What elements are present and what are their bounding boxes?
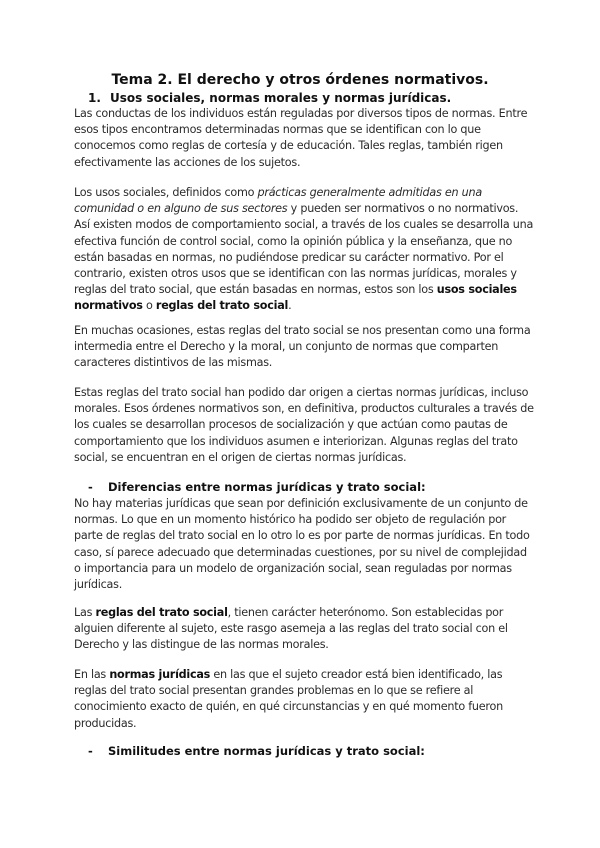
paragraph-2 [74, 185, 534, 315]
paragraph-1: Las conductas de los individuos están reguladas por diversos tipos de normas. Entre esos tipos encontramos determinadas normas que se identifican con lo que conocemos como reglas de cortesía y de educación. Tales reglas, también rigen efectivamente las acciones de los sujetos. [74, 107, 528, 169]
paragraph-7 [74, 667, 534, 732]
paragraph-7-text-2: en las que el sujeto creador está bien identificado, las reglas del trato social presentan grandes problemas en lo que se refiere al conocimiento exacto de quién, en qué circunstancias y en qué momento fueron producidas. [74, 668, 503, 730]
paragraph-2-text-1: Los usos sociales, definidos como [74, 186, 258, 199]
paragraph-2-bold-1: usos sociales normativos [74, 283, 517, 313]
subheading-similarities [88, 744, 425, 758]
paragraph-7-bold: normas jurídicas [109, 668, 211, 681]
paragraph-7-text-1: En las [74, 668, 110, 681]
paragraph-6-text-2: , tienen carácter heterónomo. Son establecidas por alguien diferente al sujeto, este rasgo asemeja a las reglas del trato social con el Derecho y las distingue de las normas morales. [74, 606, 508, 652]
paragraph-6-bold: reglas del trato social [95, 606, 228, 619]
paragraph-2-text-3: o [142, 299, 156, 313]
subheading-similarities-text: Similitudes entre normas jurídicas y trato social: [108, 744, 425, 758]
section-number: 1. [88, 91, 101, 105]
paragraph-4: Estas reglas del trato social han podido dar origen a ciertas normas jurídicas, incluso morales. Esos órdenes normativos son, en definitiva, productos culturales a través de los cuales se desarrollan procesos de socialización y que actúan como pautas de comportamiento que los individuos asumen e interiorizan. Algunas reglas del trato social, se encuentran en el origen de ciertas normas jurídicas. [74, 386, 534, 464]
paragraph-3: En muchas ocasiones, estas reglas del trato social se nos presentan como una forma intermedia entre el Derecho y la moral, un conjunto de normas que comparten caracteres distintivos de las mismas. [74, 324, 531, 370]
paragraph-5: No hay materias jurídicas que sean por definición exclusivamente de un conjunto de normas. Lo que en un momento histórico ha podido ser objeto de regulación por parte de reglas del trato social en lo otro lo es por parte de normas jurídicas. En todo caso, sí parece adecuado que determinadas cuestiones, por su nivel de complejidad o importancia para un modelo de organización social, sean reguladas por normas jurídicas. [74, 497, 530, 592]
bullet-dash: - [88, 744, 93, 758]
section-heading [88, 91, 451, 105]
paragraph-2-italic: prácticas generalmente admitidas en una comunidad o en alguno de sus sectores [74, 186, 482, 216]
paragraph-2-text-2: y pueden ser normativos o no normativos. Así existen modos de comportamiento social, a través de los cuales se desarrolla una efectiva función de control social, como la opinión pública y la enseñanza, que no están basadas en normas, no pudiéndose predicar su carácter normativo. Por el contrario, existen otros usos que se identifican con las normas jurídicas, morales y reglas del trato social, que están basadas en normas, estos son los [74, 202, 534, 297]
document-title: Tema 2. El derecho y otros órdenes normativos. [111, 72, 489, 88]
subheading-differences-text: Diferencias entre normas jurídicas y trato social: [108, 480, 426, 494]
paragraph-2-text-4: . [288, 299, 292, 313]
paragraph-6-text-1: Las [74, 606, 96, 619]
subheading-differences [88, 480, 426, 494]
section-heading-text: Usos sociales, normas morales y normas jurídicas. [110, 91, 452, 105]
bullet-dash: - [88, 480, 93, 494]
paragraph-2-bold-2: reglas del trato social [155, 299, 289, 313]
paragraph-6 [74, 605, 534, 654]
